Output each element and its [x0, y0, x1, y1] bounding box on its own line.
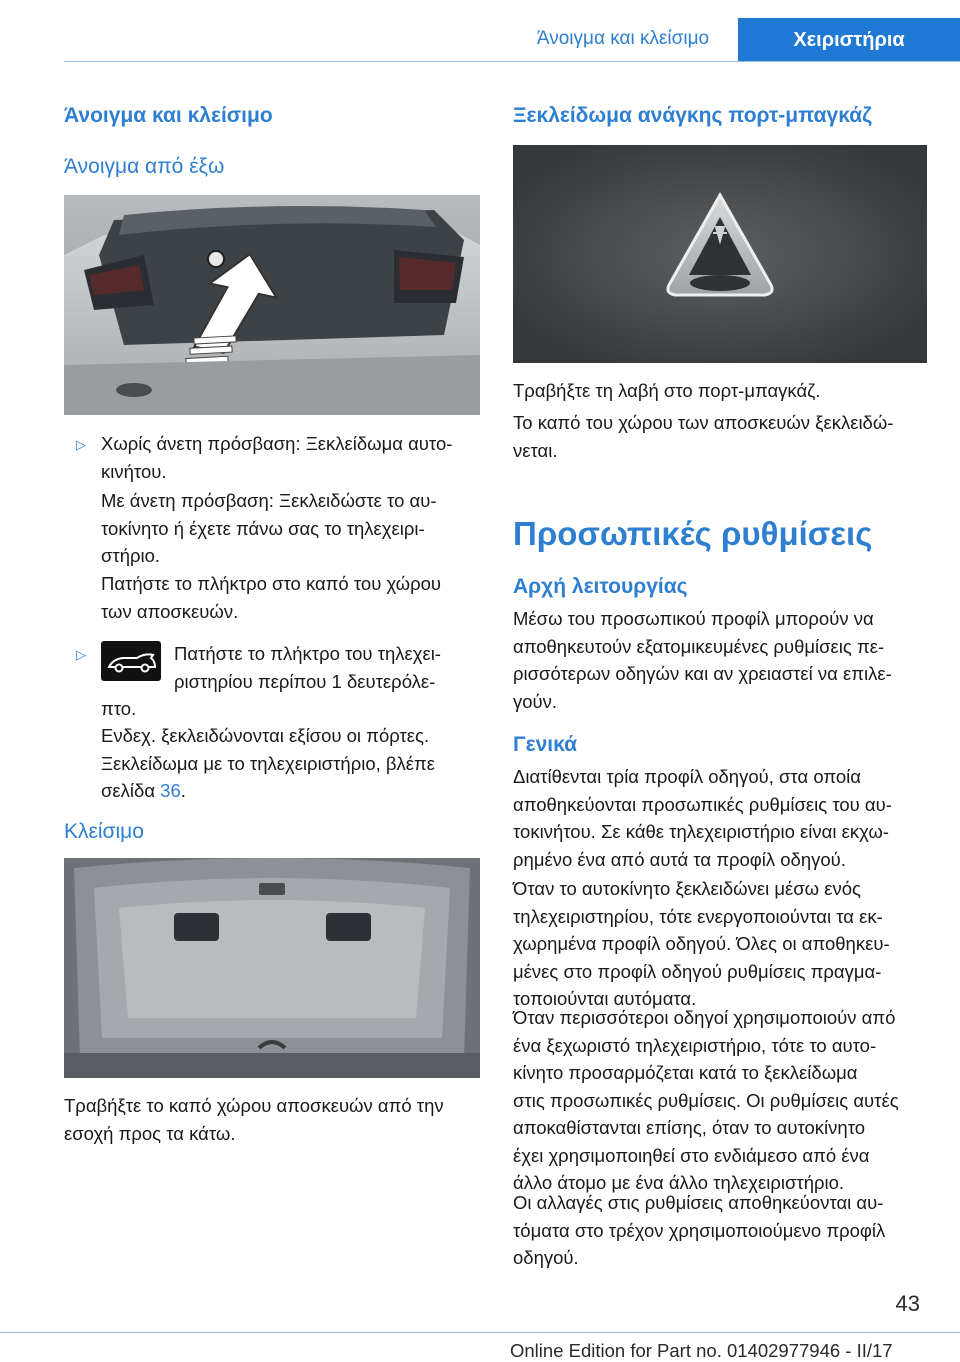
release-p2: Το καπό του χώρου των αποσκευών ξεκλειδώ‐ νεται. [513, 412, 894, 461]
close-instruction: Τραβήξτε το καπό χώρου αποσκευών από την εσοχή προς τα κάτω. [64, 1095, 444, 1144]
release-p1: Τραβήξτε τη λαβή στο πορτ-μπαγκάζ. [513, 380, 821, 401]
car-trunk-open-icon [101, 641, 161, 681]
principle-title: Αρχή λειτουργίας [513, 575, 688, 598]
emergency-release-illustration [513, 145, 927, 363]
header-rule [64, 61, 960, 62]
page-number: 43 [895, 1291, 920, 1316]
car-rear-image [64, 195, 480, 415]
general-para1: Διατίθενται τρία προφίλ οδηγού, στα οποία αποθηκεύονται προσωπικές ρυθμίσεις του αυ‐ τοκινήτου. Σε κάθε τηλεχειριστήριο είναι εκχω‐ ρημένο ένα από αυτά τα προφίλ οδηγού. [513, 766, 892, 870]
right-title: Ξεκλείδωμα ανάγκης πορτ-μπαγκάζ [513, 104, 872, 127]
trunk-interior-illustration [64, 858, 480, 1078]
header-section-title: Άνοιγμα και κλείσιμο [536, 28, 710, 49]
bullet2-text-a: Πατήστε το πλήκτρο του τηλεχει‐ ριστηρίου περίπου 1 δευτερόλε‐ [174, 643, 441, 692]
bullet1-para2: Με άνετη πρόσβαση: Ξεκλειδώστε το αυ‐ τοκίνητο ή έχετε πάνω σας το τηλεχειρι‐ στήριο. [101, 490, 437, 566]
bullet2-para2: Ενδεχ. ξεκλειδώνονται εξίσου οι πόρτες. Ξεκλείδωμα με το τηλεχειριστήριο, βλέπε σελίδα 36. [101, 725, 436, 801]
principle-text: Μέσω του προσωπικού προφίλ μπορούν να αποθηκευτούν εξατομικευμένες ρυθμίσεις πε‐ ρισσότερων οδηγών και αν χρειαστεί να επιλε‐ γούν. [513, 608, 892, 712]
bullet2-text-b: πτο. [101, 698, 137, 719]
header-tab-controls[interactable]: Χειριστήρια [738, 18, 960, 62]
emergency-release-image [513, 145, 927, 363]
bullet-triangle-icon: ▷ [76, 647, 86, 662]
general-para4: Οι αλλαγές στις ρυθμίσεις αποθηκεύονται αυ‐ τόματα στο τρέχον χρησιμοποιούμενο προφίλ οδηγού. [513, 1192, 886, 1268]
general-para2: Όταν το αυτοκίνητο ξεκλειδώνει μέσω ενός τηλεχειριστηρίου, τότε ενεργοποιούνται τα εκ‐ χωρημένα προφίλ οδηγού. Όλες οι αποθηκευ‐ μένες στο προφίλ οδηγού ρυθμίσεις πραγμα‐ τοποιούνται αυτόματα. [513, 878, 890, 1009]
car-rear-illustration [64, 195, 480, 415]
bullet-triangle-icon: ▷ [76, 437, 86, 452]
general-title: Γενικά [513, 733, 578, 756]
trunk-interior-image [64, 858, 480, 1078]
footer-edition: Online Edition for Part no. 01402977946 - II/17 [510, 1340, 893, 1361]
page-link-36[interactable]: 36 [160, 780, 181, 801]
left-subtitle: Άνοιγμα από έξω [64, 155, 225, 178]
close-title: Κλείσιμο [64, 820, 144, 843]
footer-rule [0, 1332, 960, 1333]
personal-settings-title: Προσωπικές ρυθμίσεις [513, 515, 873, 552]
left-title: Άνοιγμα και κλείσιμο [64, 104, 273, 127]
bullet1-text: Χωρίς άνετη πρόσβαση: Ξεκλείδωμα αυτο‐ κινήτου. [101, 433, 453, 482]
bullet1-para3: Πατήστε το πλήκτρο στο καπό του χώρου των αποσκευών. [101, 573, 442, 622]
general-para3: Όταν περισσότεροι οδηγοί χρησιμοποιούν από ένα ξεχωριστό τηλεχειριστήριο, τότε το αυτο‐ κίνητο προσαρμόζεται κατά το ξεκλείδωμα στις προσωπικές ρυθμίσεις. Οι ρυθμίσεις αυτές αποκαθίστανται επίσης, όταν το αυτοκίνητο έχει χρησιμοποιηθεί στο ενδιάμεσο από ένα άλλο άτομο με ένα άλλο τηλεχειριστήριο. [513, 1007, 899, 1193]
